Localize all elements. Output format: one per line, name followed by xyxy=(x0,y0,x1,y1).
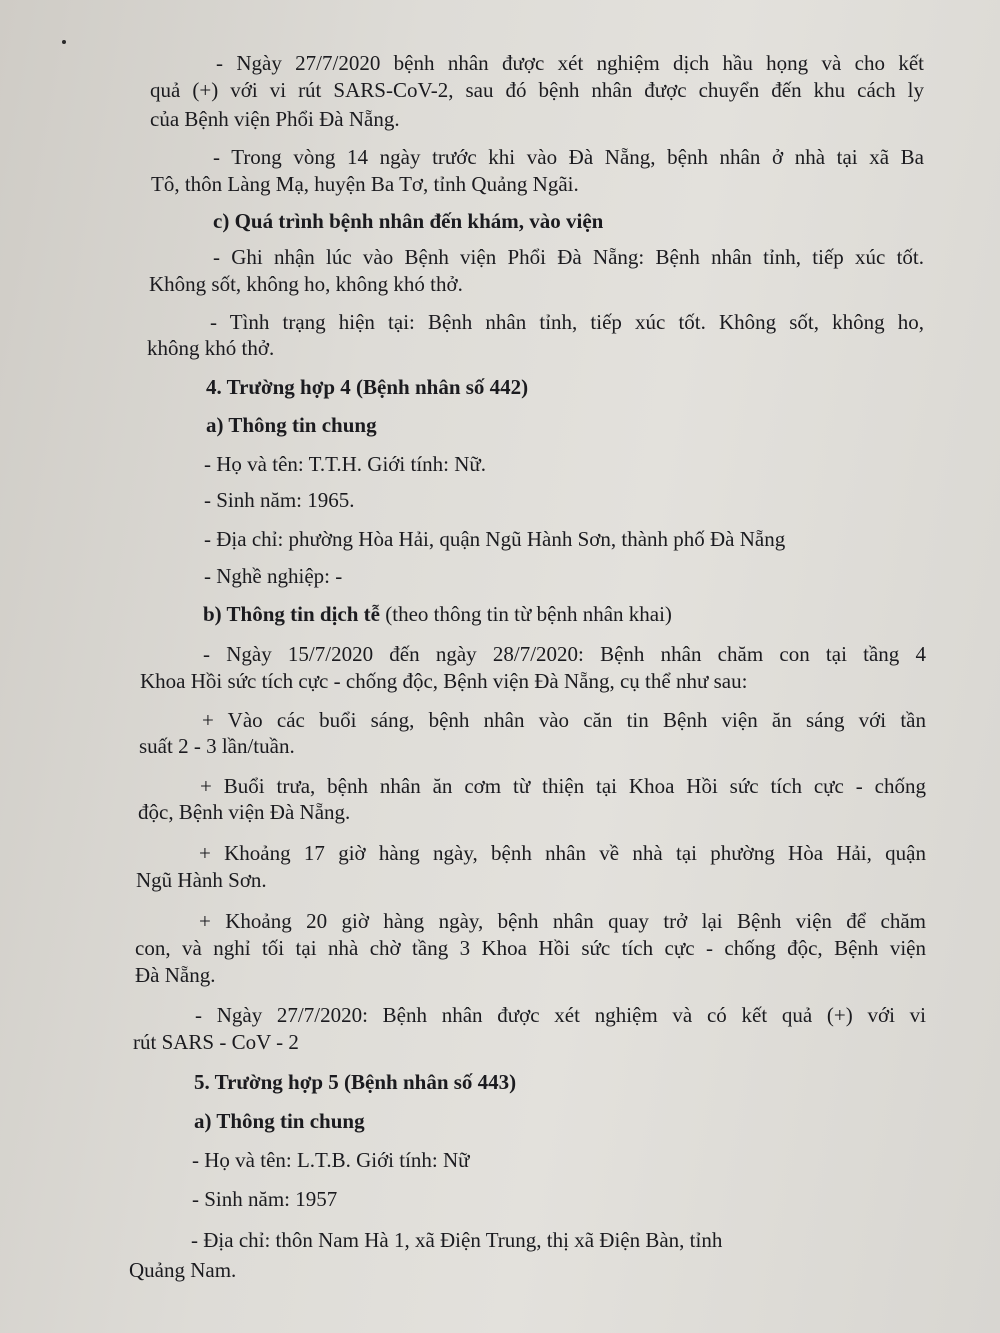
text-line: - Ngày 27/7/2020: Bệnh nhân được xét nghiệm và có kết quả (+) với vi xyxy=(195,1003,926,1027)
text-line: độc, Bệnh viện Đà Nẵng. xyxy=(138,800,351,824)
text-line: - Địa chỉ: thôn Nam Hà 1, xã Điện Trung, thị xã Điện Bàn, tỉnh xyxy=(191,1228,723,1252)
text-line: con, và nghỉ tối tại nhà chờ tầng 3 Khoa Hồi sức tích cực - chống độc, Bệnh viện xyxy=(135,936,926,960)
text-line: - Họ và tên: L.T.B. Giới tính: Nữ xyxy=(192,1148,470,1172)
text-line: - Địa chỉ: phường Hòa Hải, quận Ngũ Hành Sơn, thành phố Đà Nẵng xyxy=(204,527,786,551)
paper-speck xyxy=(62,40,66,44)
text-line: + Khoảng 17 giờ hàng ngày, bệnh nhân về nhà tại phường Hòa Hải, quận xyxy=(199,841,926,865)
text-line: - Ngày 15/7/2020 đến ngày 28/7/2020: Bệnh nhân chăm con tại tầng 4 xyxy=(203,642,926,666)
text-line: - Ngày 27/7/2020 bệnh nhân được xét nghiệm dịch hầu họng và cho kết xyxy=(216,51,924,75)
case-heading: 4. Trường hợp 4 (Bệnh nhân số 442) xyxy=(206,375,529,399)
text-line: - Ghi nhận lúc vào Bệnh viện Phổi Đà Nẵng: Bệnh nhân tỉnh, tiếp xúc tốt. xyxy=(213,245,924,269)
section-heading: c) Quá trình bệnh nhân đến khám, vào viện xyxy=(213,209,604,233)
text-line: - Sinh năm: 1957 xyxy=(192,1187,338,1211)
text-line: của Bệnh viện Phổi Đà Nẵng. xyxy=(150,107,400,131)
text-line: - Tình trạng hiện tại: Bệnh nhân tỉnh, tiếp xúc tốt. Không sốt, không ho, xyxy=(210,310,924,334)
text-line: + Khoảng 20 giờ hàng ngày, bệnh nhân quay trở lại Bệnh viện để chăm xyxy=(199,909,926,933)
text-line: suất 2 - 3 lần/tuần. xyxy=(139,734,295,758)
text-line: không khó thở. xyxy=(147,336,275,360)
text-line: Quảng Nam. xyxy=(129,1258,237,1282)
text-line: Đà Nẵng. xyxy=(135,963,216,987)
section-heading: a) Thông tin chung xyxy=(194,1109,365,1133)
section-heading: a) Thông tin chung xyxy=(206,413,377,437)
text-line: Tô, thôn Làng Mạ, huyện Ba Tơ, tỉnh Quảng Ngãi. xyxy=(151,172,579,196)
text-line: Khoa Hồi sức tích cực - chống độc, Bệnh viện Đà Nẵng, cụ thể như sau: xyxy=(140,669,748,693)
text-line: + Vào các buổi sáng, bệnh nhân vào căn tin Bệnh viện ăn sáng với tần xyxy=(202,708,926,732)
text-line: - Nghề nghiệp: - xyxy=(204,564,343,588)
text-line: - Họ và tên: T.T.H. Giới tính: Nữ. xyxy=(204,452,487,476)
text-line: - Trong vòng 14 ngày trước khi vào Đà Nẵng, bệnh nhân ở nhà tại xã Ba xyxy=(213,145,924,169)
text-line: + Buổi trưa, bệnh nhân ăn cơm từ thiện tại Khoa Hồi sức tích cực - chống xyxy=(200,774,926,798)
text-line: Ngũ Hành Sơn. xyxy=(136,868,267,892)
text-line xyxy=(203,601,672,627)
case-heading: 5. Trường hợp 5 (Bệnh nhân số 443) xyxy=(194,1070,517,1094)
text-line: rút SARS - CoV - 2 xyxy=(133,1030,299,1054)
text-line: quả (+) với vi rút SARS-CoV-2, sau đó bệnh nhân được chuyển đến khu cách ly xyxy=(150,78,924,102)
section-note: (theo thông tin từ bệnh nhân khai) xyxy=(380,602,672,626)
text-line: Không sốt, không ho, không khó thở. xyxy=(149,272,463,296)
section-heading: b) Thông tin dịch tễ xyxy=(203,602,380,626)
text-line: - Sinh năm: 1965. xyxy=(204,488,355,512)
